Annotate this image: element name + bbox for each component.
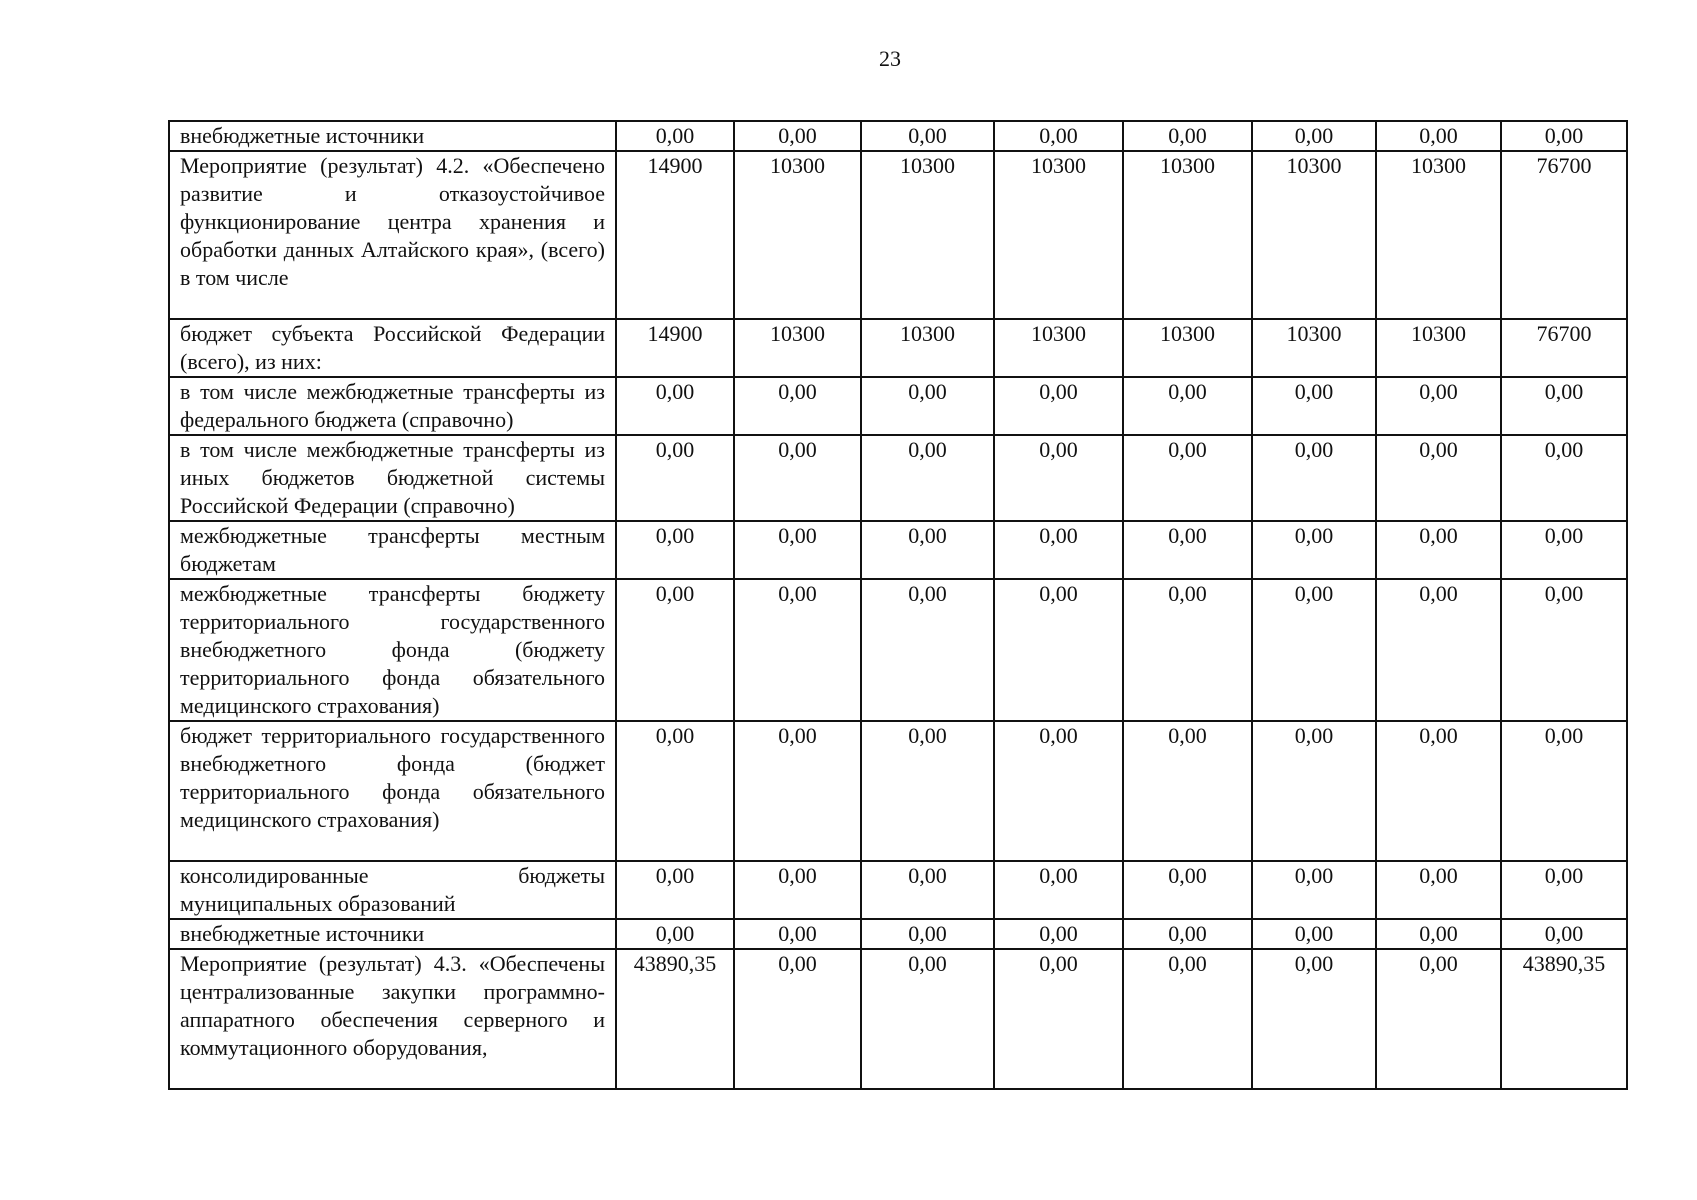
cell-value: 0,00 [1294, 581, 1334, 606]
cell-value: 0,00 [655, 379, 695, 404]
cell-value: 10300 [1160, 153, 1215, 178]
value-cell [861, 861, 994, 919]
cell-value: 0,00 [655, 123, 695, 148]
cell-value: 0,00 [1294, 723, 1334, 748]
value-cell [1123, 319, 1252, 377]
value-cell [616, 919, 734, 949]
cell-value: 0,00 [1039, 863, 1078, 888]
value-cell [1252, 579, 1376, 721]
value-cell [734, 151, 861, 319]
value-cell [994, 377, 1123, 435]
cell-value: 0,00 [908, 921, 947, 946]
row-label-cell [169, 579, 616, 721]
value-cell [1376, 721, 1501, 861]
cell-value: 0,00 [908, 523, 947, 548]
value-cell [861, 949, 994, 1089]
cell-value: 0,00 [1294, 863, 1334, 888]
row-label: консолидированные бюджеты муниципальных образований [180, 863, 605, 916]
cell-value: 0,00 [1419, 863, 1458, 888]
cell-value: 0,00 [655, 523, 695, 548]
cell-value: 0,00 [778, 581, 817, 606]
cell-value: 0,00 [778, 379, 817, 404]
cell-value: 0,00 [1544, 863, 1584, 888]
row-label-cell [169, 151, 616, 319]
row-label-cell [169, 949, 616, 1089]
cell-value: 0,00 [1544, 723, 1584, 748]
value-cell [1501, 919, 1627, 949]
cell-value: 0,00 [908, 581, 947, 606]
table-row [169, 919, 1627, 949]
value-cell [1123, 919, 1252, 949]
cell-value: 0,00 [1168, 123, 1207, 148]
row-label: межбюджетные трансферты бюджету территориального государственного внебюджетного фонда (бюджету территориального фонда обязательного медицинского страхования) [180, 581, 605, 718]
value-cell [861, 151, 994, 319]
value-cell [1501, 949, 1627, 1089]
cell-value: 76700 [1536, 153, 1592, 178]
value-cell [994, 319, 1123, 377]
row-label: внебюджетные источники [180, 123, 425, 148]
value-cell [616, 579, 734, 721]
value-cell [994, 151, 1123, 319]
value-cell [1123, 721, 1252, 861]
value-cell [994, 861, 1123, 919]
value-cell [1252, 861, 1376, 919]
value-cell [1123, 861, 1252, 919]
cell-value: 0,00 [778, 523, 817, 548]
cell-value: 0,00 [778, 123, 817, 148]
row-label-cell [169, 861, 616, 919]
cell-value: 0,00 [655, 437, 695, 462]
cell-value: 0,00 [1168, 581, 1207, 606]
value-cell [1376, 151, 1501, 319]
value-cell [994, 521, 1123, 579]
cell-value: 0,00 [1294, 123, 1334, 148]
table-row [169, 319, 1627, 377]
value-cell [734, 861, 861, 919]
value-cell [1123, 435, 1252, 521]
cell-value: 0,00 [1168, 723, 1207, 748]
table-row [169, 151, 1627, 319]
cell-value: 0,00 [778, 921, 817, 946]
value-cell [616, 861, 734, 919]
value-cell [1252, 151, 1376, 319]
value-cell [1252, 319, 1376, 377]
value-cell [994, 121, 1123, 151]
table-row [169, 949, 1627, 1089]
cell-value: 14900 [647, 321, 703, 346]
cell-value: 0,00 [1544, 123, 1584, 148]
cell-value: 0,00 [1419, 723, 1458, 748]
cell-value: 0,00 [908, 123, 947, 148]
value-cell [861, 377, 994, 435]
row-label: Мероприятие (результат) 4.2. «Обеспечено развитие и отказоустойчивое функционирование центра хранения и обработки данных Алтайского края», (всего) в том числе [180, 153, 605, 290]
table-row [169, 377, 1627, 435]
table-row [169, 579, 1627, 721]
cell-value: 0,00 [908, 863, 947, 888]
cell-value: 0,00 [908, 379, 947, 404]
cell-value: 43890,35 [633, 951, 717, 976]
cell-value: 0,00 [1168, 379, 1207, 404]
cell-value: 0,00 [908, 951, 947, 976]
value-cell [734, 579, 861, 721]
value-cell [1376, 377, 1501, 435]
row-label-cell [169, 435, 616, 521]
cell-value: 0,00 [778, 437, 817, 462]
table-body [169, 121, 1627, 1089]
value-cell [1376, 121, 1501, 151]
row-label: Мероприятие (результат) 4.3. «Обеспечены централизованные закупки программно-аппаратного обеспечения серверного и коммутационного оборудования, [180, 951, 605, 1060]
value-cell [994, 435, 1123, 521]
value-cell [1252, 521, 1376, 579]
value-cell [1501, 121, 1627, 151]
value-cell [616, 435, 734, 521]
cell-value: 0,00 [1419, 523, 1458, 548]
cell-value: 0,00 [1168, 921, 1207, 946]
cell-value: 0,00 [1294, 437, 1334, 462]
value-cell [734, 919, 861, 949]
value-cell [861, 521, 994, 579]
row-label-cell [169, 919, 616, 949]
value-cell [1252, 377, 1376, 435]
cell-value: 0,00 [1168, 951, 1207, 976]
cell-value: 0,00 [1419, 581, 1458, 606]
value-cell [1123, 377, 1252, 435]
page-number: 23 [879, 46, 901, 71]
value-cell [1123, 949, 1252, 1089]
row-label-cell [169, 121, 616, 151]
cell-value: 10300 [770, 153, 825, 178]
cell-value: 0,00 [1544, 581, 1584, 606]
value-cell [861, 919, 994, 949]
table-row [169, 521, 1627, 579]
value-cell [1376, 861, 1501, 919]
cell-value: 10300 [1031, 153, 1086, 178]
cell-value: 0,00 [1039, 523, 1078, 548]
row-label: бюджет территориального государственного внебюджетного фонда (бюджет территориального фонда обязательного медицинского страхования) [180, 723, 605, 832]
value-cell [861, 721, 994, 861]
cell-value: 0,00 [1294, 523, 1334, 548]
cell-value: 10300 [1286, 321, 1342, 346]
cell-value: 0,00 [1419, 379, 1458, 404]
value-cell [1252, 949, 1376, 1089]
value-cell [994, 579, 1123, 721]
value-cell [1376, 319, 1501, 377]
row-label-cell [169, 521, 616, 579]
value-cell [1123, 151, 1252, 319]
value-cell [861, 579, 994, 721]
value-cell [734, 521, 861, 579]
cell-value: 0,00 [778, 863, 817, 888]
financing-table-container [168, 120, 1626, 1090]
value-cell [1252, 435, 1376, 521]
cell-value: 0,00 [1039, 723, 1078, 748]
cell-value: 10300 [1286, 153, 1342, 178]
value-cell [1501, 579, 1627, 721]
value-cell [616, 377, 734, 435]
cell-value: 0,00 [655, 723, 695, 748]
row-label-cell [169, 319, 616, 377]
value-cell [1123, 579, 1252, 721]
row-label: в том числе межбюджетные трансферты из иных бюджетов бюджетной системы Российской Федерации (справочно) [180, 437, 605, 518]
row-label-cell [169, 377, 616, 435]
row-label: в том числе межбюджетные трансферты из федерального бюджета (справочно) [180, 379, 605, 432]
value-cell [1252, 121, 1376, 151]
cell-value: 0,00 [1544, 379, 1584, 404]
cell-value: 0,00 [1419, 437, 1458, 462]
value-cell [734, 319, 861, 377]
cell-value: 10300 [770, 321, 825, 346]
table-row [169, 435, 1627, 521]
cell-value: 0,00 [1544, 523, 1584, 548]
value-cell [1376, 919, 1501, 949]
value-cell [1501, 861, 1627, 919]
value-cell [1376, 435, 1501, 521]
cell-value: 0,00 [1419, 951, 1458, 976]
cell-value: 0,00 [1039, 123, 1078, 148]
cell-value: 43890,35 [1522, 951, 1606, 976]
cell-value: 0,00 [655, 863, 695, 888]
value-cell [616, 121, 734, 151]
cell-value: 0,00 [1168, 863, 1207, 888]
value-cell [1376, 949, 1501, 1089]
cell-value: 0,00 [1039, 437, 1078, 462]
value-cell [734, 949, 861, 1089]
value-cell [734, 121, 861, 151]
value-cell [616, 949, 734, 1089]
value-cell [1123, 121, 1252, 151]
value-cell [734, 435, 861, 521]
value-cell [616, 521, 734, 579]
cell-value: 0,00 [1168, 437, 1207, 462]
cell-value: 0,00 [778, 723, 817, 748]
cell-value: 0,00 [1039, 951, 1078, 976]
value-cell [1376, 521, 1501, 579]
value-cell [861, 435, 994, 521]
value-cell [1501, 721, 1627, 861]
cell-value: 0,00 [1294, 379, 1334, 404]
row-label: межбюджетные трансферты местным бюджетам [180, 523, 605, 576]
value-cell [616, 319, 734, 377]
cell-value: 0,00 [1294, 921, 1334, 946]
cell-value: 10300 [900, 153, 955, 178]
value-cell [734, 377, 861, 435]
value-cell [616, 721, 734, 861]
cell-value: 0,00 [1039, 921, 1078, 946]
cell-value: 0,00 [1039, 581, 1078, 606]
cell-value: 0,00 [908, 723, 947, 748]
value-cell [1123, 521, 1252, 579]
value-cell [861, 121, 994, 151]
cell-value: 10300 [1031, 321, 1086, 346]
table-row [169, 721, 1627, 861]
cell-value: 0,00 [1419, 123, 1458, 148]
value-cell [1501, 151, 1627, 319]
value-cell [1376, 579, 1501, 721]
table-row [169, 121, 1627, 151]
cell-value: 10300 [1411, 153, 1466, 178]
cell-value: 10300 [1411, 321, 1466, 346]
cell-value: 0,00 [1168, 523, 1207, 548]
cell-value: 14900 [647, 153, 703, 178]
cell-value: 0,00 [1294, 951, 1334, 976]
value-cell [1501, 521, 1627, 579]
value-cell [994, 919, 1123, 949]
cell-value: 0,00 [655, 581, 695, 606]
cell-value: 0,00 [1039, 379, 1078, 404]
value-cell [994, 949, 1123, 1089]
value-cell [1501, 319, 1627, 377]
value-cell [994, 721, 1123, 861]
cell-value: 10300 [900, 321, 955, 346]
value-cell [734, 721, 861, 861]
financing-table [168, 120, 1628, 1090]
row-label: внебюджетные источники [180, 921, 425, 946]
value-cell [861, 319, 994, 377]
cell-value: 0,00 [1544, 921, 1584, 946]
cell-value: 0,00 [1419, 921, 1458, 946]
value-cell [1252, 721, 1376, 861]
table-row [169, 861, 1627, 919]
cell-value: 76700 [1536, 321, 1592, 346]
row-label: бюджет субъекта Российской Федерации (всего), из них: [180, 321, 605, 374]
cell-value: 0,00 [1544, 437, 1584, 462]
cell-value: 0,00 [655, 921, 695, 946]
cell-value: 0,00 [778, 951, 817, 976]
cell-value: 10300 [1160, 321, 1215, 346]
value-cell [1501, 377, 1627, 435]
row-label-cell [169, 721, 616, 861]
value-cell [616, 151, 734, 319]
value-cell [1252, 919, 1376, 949]
value-cell [1501, 435, 1627, 521]
cell-value: 0,00 [908, 437, 947, 462]
